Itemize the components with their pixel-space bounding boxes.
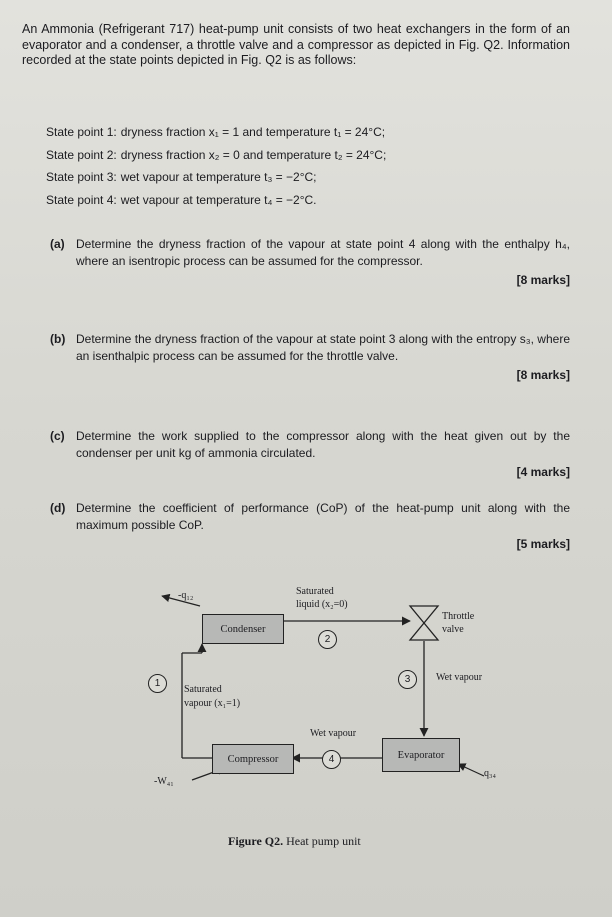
q34-label: q₃₄ — [484, 768, 496, 779]
caption-label: Figure Q2. — [228, 834, 284, 848]
question-a — [50, 236, 570, 289]
question-b — [50, 331, 570, 384]
state-point-3-marker: 3 — [398, 670, 417, 689]
heat-pump-diagram — [120, 578, 520, 808]
state-point-1-marker: 1 — [148, 674, 167, 693]
question-text: Determine the dryness fraction of the vapour at state point 4 along with the enthalpy h₄, where an isentropic process can be assumed for the compressor. — [76, 237, 570, 268]
saturated-liquid-label-2: liquid (x₂=0) — [296, 599, 348, 610]
figure-caption — [228, 834, 361, 849]
state-point-3 — [46, 166, 566, 189]
throttle-label: Throttle — [442, 611, 475, 622]
state-point-4 — [46, 189, 566, 212]
question-text: Determine the work supplied to the compressor along with the heat given out by the condenser per unit kg of ammonia circulated. — [76, 429, 570, 460]
question-label: (b) — [50, 332, 66, 346]
state-label: State point 3: — [46, 170, 117, 185]
w41-label: -W₄₁ — [154, 776, 174, 787]
question-label: (c) — [50, 429, 65, 443]
state-label: State point 2: — [46, 147, 117, 162]
wet-vapour-4-label: Wet vapour — [310, 728, 357, 739]
state-text: dryness fraction x₁ = 1 and temperature t₁ = 24°C; — [120, 125, 386, 140]
throttle-label-2: valve — [442, 624, 464, 635]
state-points-list — [46, 121, 566, 211]
q12-label: -q₁₂ — [178, 590, 194, 601]
question-marks: [8 marks] — [516, 368, 570, 382]
saturated-vapour-label-2: vapour (x₁=1) — [184, 698, 241, 709]
saturated-vapour-label: Saturated — [184, 684, 222, 695]
state-point-2 — [46, 144, 566, 167]
question-marks: [5 marks] — [516, 537, 570, 551]
caption-text: Heat pump unit — [286, 834, 361, 848]
state-label: State point 1: — [46, 125, 117, 140]
intro-paragraph: An Ammonia (Refrigerant 717) heat-pump unit consists of two heat exchangers in the form of an evaporator and a condenser, a throttle valve and a compressor as depicted in Fig. Q2. Information recorded at the state points depicted in Fig. Q2 is as follows: — [22, 22, 570, 67]
state-label: State point 4: — [46, 192, 117, 207]
state-point-1 — [46, 121, 566, 144]
state-text: wet vapour at temperature t₃ = −2°C; — [120, 170, 317, 185]
state-point-2-marker: 2 — [318, 630, 337, 649]
question-marks: [4 marks] — [516, 465, 570, 479]
state-text: dryness fraction x₂ = 0 and temperature t₂ = 24°C; — [120, 147, 387, 162]
state-point-4-marker: 4 — [322, 750, 341, 769]
throttle-valve-icon — [410, 606, 438, 623]
wet-vapour-3-label: Wet vapour — [436, 672, 483, 683]
question-c — [50, 428, 570, 481]
saturated-liquid-label: Saturated — [296, 586, 334, 597]
throttle-valve-icon-lower — [410, 623, 438, 640]
question-label: (a) — [50, 237, 65, 251]
evaporator-box: Evaporator — [382, 738, 460, 772]
state-text: wet vapour at temperature t₄ = −2°C. — [120, 192, 317, 207]
condenser-box: Condenser — [202, 614, 284, 644]
heat-in-arrow — [458, 764, 484, 776]
question-text: Determine the dryness fraction of the vapour at state point 3 along with the entropy s₃, where an isenthalpic process can be assumed for the throttle valve. — [76, 332, 570, 363]
question-marks: [8 marks] — [516, 273, 570, 287]
question-label: (d) — [50, 501, 66, 515]
question-d — [50, 500, 570, 553]
question-text: Determine the coefficient of performance (CoP) of the heat-pump unit along with the maximum possible CoP. — [76, 501, 570, 532]
compressor-box: Compressor — [212, 744, 294, 774]
